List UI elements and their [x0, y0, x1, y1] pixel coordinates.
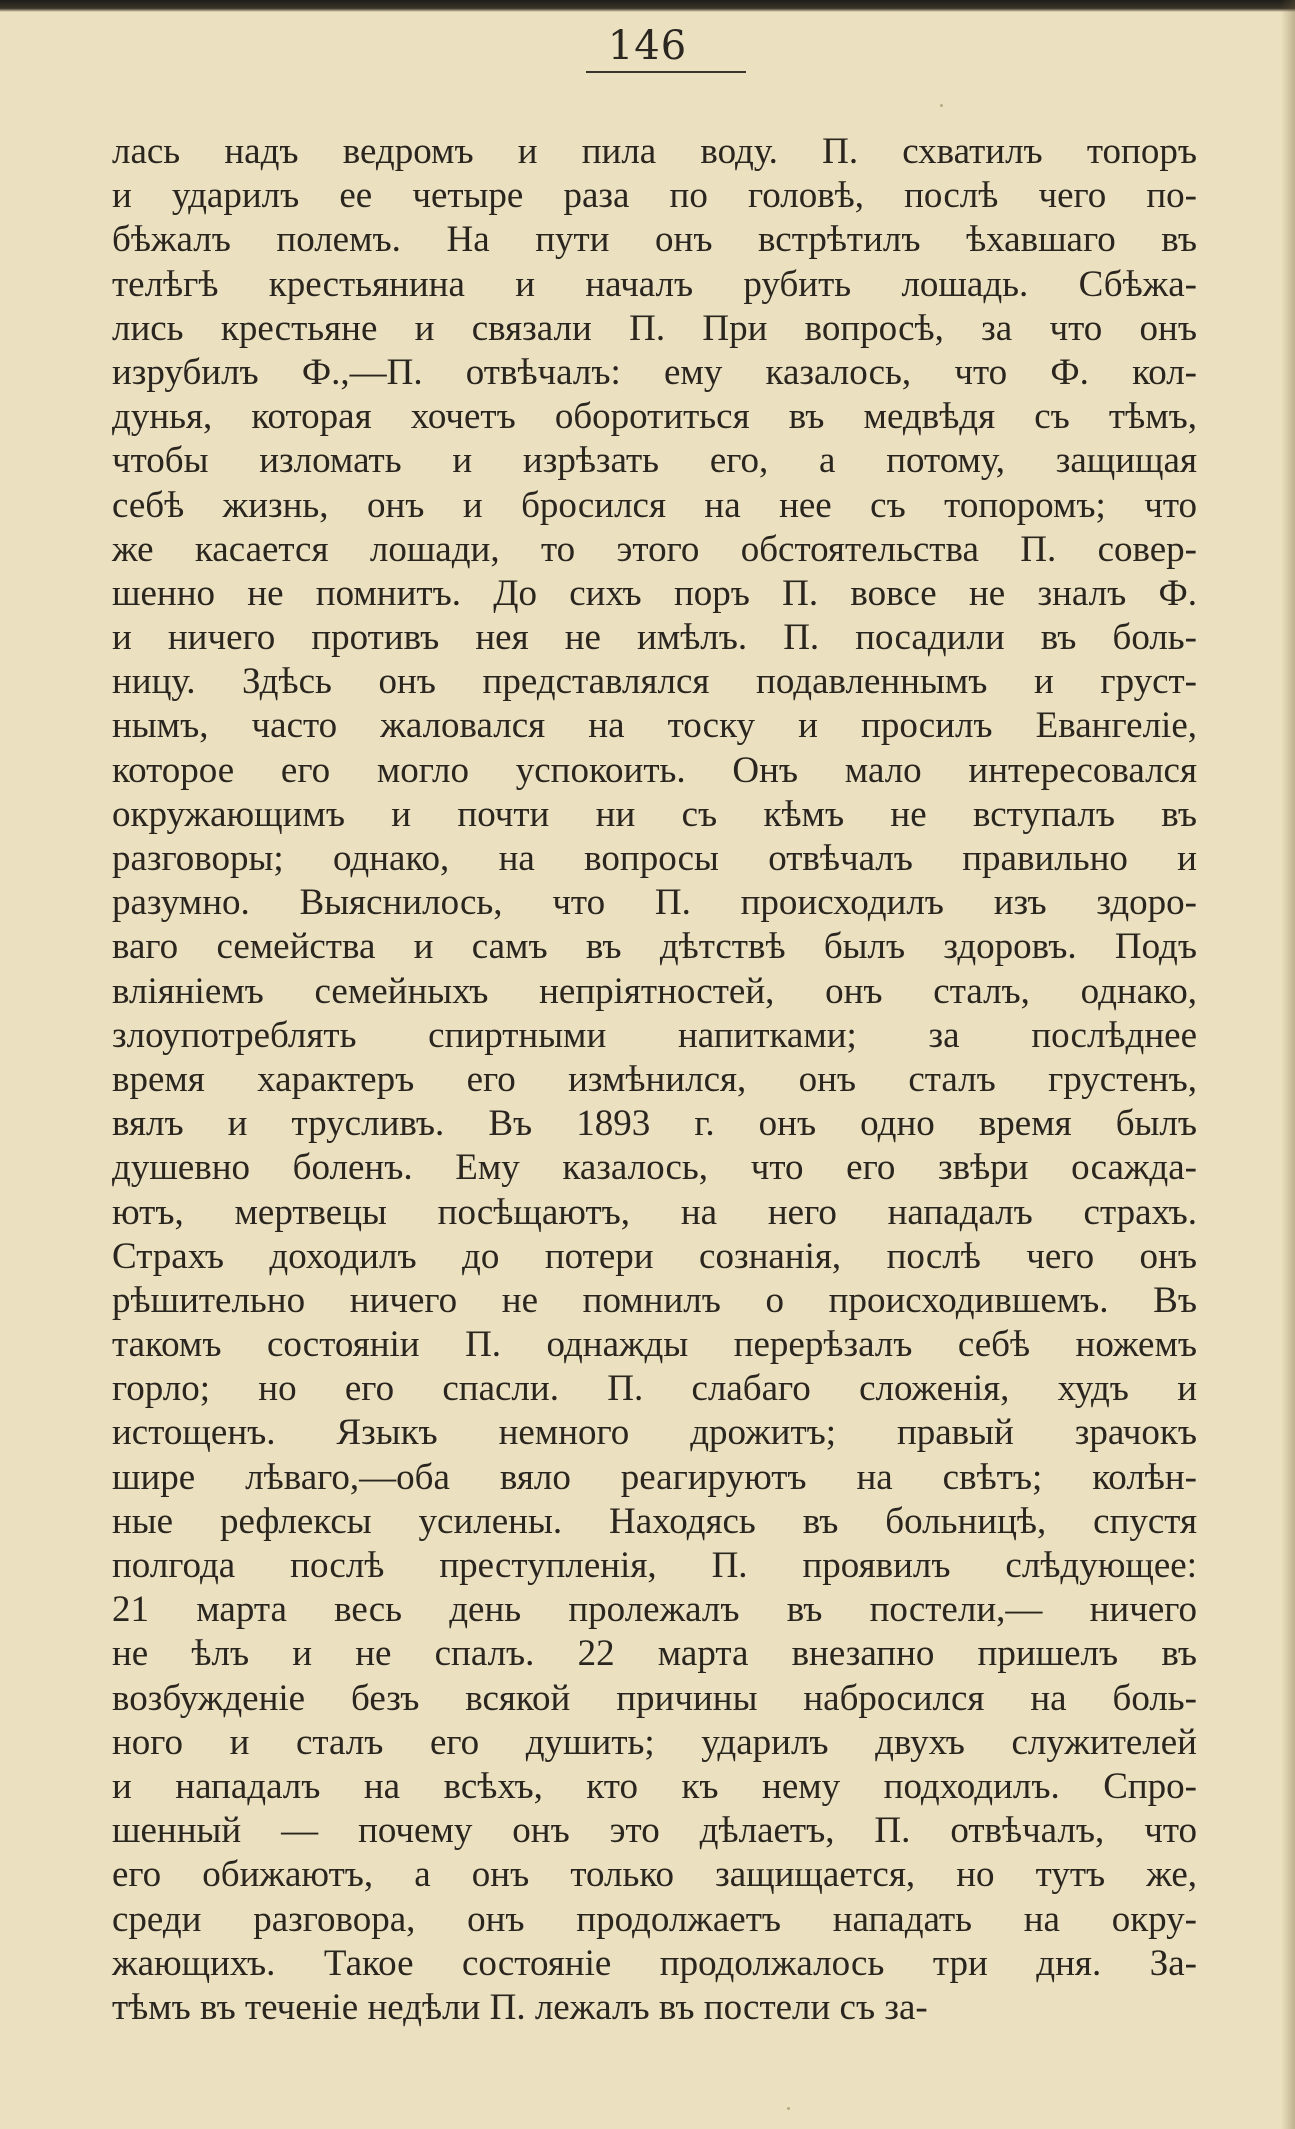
text-line: вліяніемъ семейныхъ непріятностей, онъ сталъ, однако,	[112, 970, 1197, 1012]
text-line: ваго семейства и самъ въ дѣтствѣ былъ здоровъ. Подъ	[112, 926, 1197, 968]
text-line: рѣшительно ничего не помнилъ о происходившемъ. Въ	[112, 1279, 1197, 1321]
text-line: и ничего противъ нея не имѣлъ. П. посадили въ боль-	[112, 617, 1197, 659]
text-line: ницу. Здѣсь онъ представлялся подавленнымъ и груст-	[112, 661, 1197, 703]
paper-speck	[940, 104, 943, 107]
page-top-edge	[0, 0, 1295, 12]
paper-speck	[787, 2107, 790, 2110]
text-line: горло; но его спасли. П. слабаго сложенія, худъ и	[112, 1368, 1197, 1410]
text-line: душевно боленъ. Ему казалось, что его звѣри осажда-	[112, 1147, 1197, 1189]
text-line: телѣгѣ крестьянина и началъ рубить лошадь. Сбѣжа-	[112, 263, 1197, 305]
text-line: разумно. Выяснилось, что П. происходилъ изъ здоро-	[112, 882, 1197, 924]
text-line: тѣмъ въ теченіе недѣли П. лежалъ въ постели съ за-	[112, 1986, 928, 2028]
text-line: разговоры; однако, на вопросы отвѣчалъ правильно и	[112, 838, 1197, 879]
text-line: чтобы изломать и изрѣзать его, а потому, защищая	[112, 440, 1197, 482]
page-right-edge	[1281, 0, 1295, 2129]
text-line: ютъ, мертвецы посѣщаютъ, на него нападалъ страхъ.	[112, 1191, 1197, 1233]
text-line: лась надъ ведромъ и пила воду. П. схватилъ топоръ	[112, 131, 1197, 172]
text-line: не ѣлъ и не спалъ. 22 марта внезапно пришелъ въ	[112, 1633, 1197, 1675]
text-line: его обижаютъ, а онъ только защищается, но тутъ же,	[112, 1854, 1197, 1896]
text-line: среди разговора, онъ продолжаетъ нападать на окру-	[112, 1898, 1197, 1940]
text-line: ного и сталъ его душить; ударилъ двухъ служителей	[112, 1721, 1197, 1763]
header-rule	[586, 71, 746, 73]
text-line: возбужденіе безъ всякой причины набросился на боль-	[112, 1677, 1197, 1719]
text-line: лись крестьяне и связали П. При вопросѣ, за что онъ	[112, 307, 1197, 349]
text-line: дунья, которая хочетъ оборотиться въ медвѣдя съ тѣмъ,	[112, 396, 1197, 438]
text-line: такомъ состояніи П. однажды перерѣзалъ себѣ ножемъ	[112, 1324, 1197, 1366]
text-line: бѣжалъ полемъ. На пути онъ встрѣтилъ ѣхавшаго въ	[112, 219, 1197, 261]
text-line: нымъ, часто жаловался на тоску и просилъ Евангеліе,	[112, 705, 1197, 747]
text-line: ные рефлексы усилены. Находясь въ больницѣ, спустя	[112, 1500, 1197, 1542]
page-number: 146	[607, 23, 688, 69]
text-line: же касается лошади, то этого обстоятельства П. совер-	[112, 528, 1197, 570]
text-line: изрубилъ Ф.,—П. отвѣчалъ: ему казалось, что Ф. кол-	[112, 351, 1197, 393]
text-line: которое его могло успокоить. Онъ мало интересовался	[112, 749, 1197, 791]
text-line: жающихъ. Такое состояніе продолжалось три дня. За-	[112, 1942, 1197, 1984]
text-line: 21 марта весь день пролежалъ въ постели,— ничего	[112, 1589, 1197, 1631]
text-line: и ударилъ ее четыре раза по головѣ, послѣ чего по-	[112, 175, 1197, 217]
text-line: время характеръ его измѣнился, онъ сталъ грустенъ,	[112, 1058, 1197, 1100]
text-line: Страхъ доходилъ до потери сознанія, послѣ чего онъ	[112, 1235, 1197, 1277]
text-line: полгода послѣ преступленія, П. проявилъ слѣдующее:	[112, 1545, 1197, 1586]
text-line: и нападалъ на всѣхъ, кто къ нему подходилъ. Спро-	[112, 1765, 1197, 1807]
text-line: злоупотреблять спиртными напитками; за послѣднее	[112, 1014, 1197, 1056]
text-line: вялъ и трусливъ. Въ 1893 г. онъ одно время былъ	[112, 1103, 1197, 1145]
text-line: шенно не помнитъ. До сихъ поръ П. вовсе не зналъ Ф.	[112, 572, 1197, 614]
text-line: истощенъ. Языкъ немного дрожитъ; правый зрачокъ	[112, 1412, 1197, 1454]
text-line: шенный — почему онъ это дѣлаетъ, П. отвѣчалъ, что	[112, 1810, 1197, 1852]
text-line: шире лѣваго,—оба вяло реагируютъ на свѣтъ; колѣн-	[112, 1456, 1197, 1498]
text-line: окружающимъ и почти ни съ кѣмъ не вступалъ въ	[112, 793, 1197, 835]
text-line: себѣ жизнь, онъ и бросился на нее съ топоромъ; что	[112, 484, 1197, 526]
body-text	[112, 130, 1197, 2030]
